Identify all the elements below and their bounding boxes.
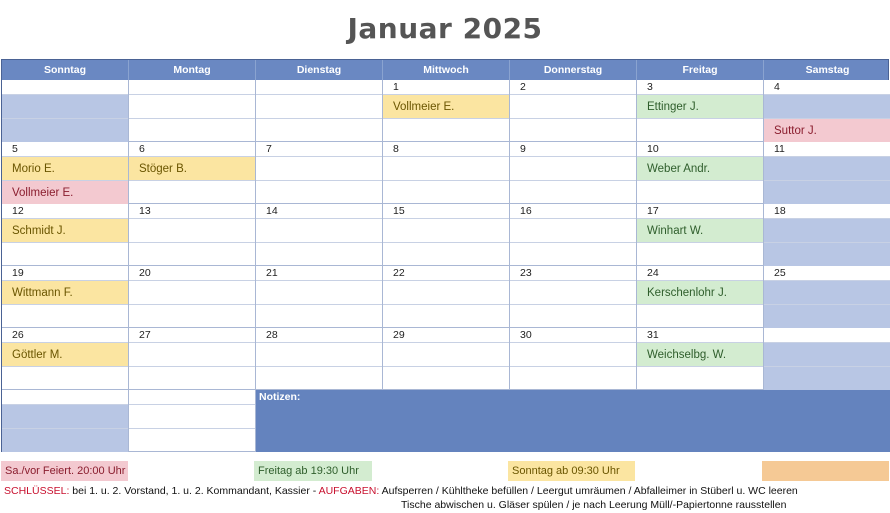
notes-area[interactable] bbox=[256, 390, 890, 452]
notes-label: Notizen: bbox=[259, 391, 301, 403]
calendar-day-cell[interactable] bbox=[256, 142, 383, 204]
legend-item-pink: Sa./vor Feiert. 20:00 Uhr bbox=[1, 461, 128, 481]
calendar-day-cell[interactable] bbox=[764, 142, 890, 204]
calendar-body bbox=[2, 80, 888, 452]
calendar-grid bbox=[1, 59, 889, 452]
weekday-header-7: Samstag bbox=[805, 64, 850, 76]
empty-slot[interactable] bbox=[256, 156, 382, 180]
empty-slot[interactable] bbox=[2, 242, 128, 266]
day-number bbox=[2, 80, 128, 94]
footer-line-2: Tische abwischen u. Gläser spülen / je nach Leerung Müll/-Papiertonne rausstellen bbox=[401, 499, 787, 511]
day-number: 25 bbox=[774, 267, 786, 279]
day-number: 1 bbox=[393, 81, 399, 93]
calendar-day-cell[interactable] bbox=[383, 204, 510, 266]
empty-slot[interactable] bbox=[2, 94, 128, 118]
empty-slot[interactable] bbox=[256, 118, 382, 142]
empty-slot[interactable] bbox=[2, 366, 128, 390]
empty-slot[interactable] bbox=[637, 304, 763, 328]
empty-slot[interactable] bbox=[383, 304, 509, 328]
calendar-day-cell[interactable] bbox=[129, 390, 256, 452]
legend-item-green: Freitag ab 19:30 Uhr bbox=[254, 461, 372, 481]
duty-entry[interactable]: Vollmeier E. bbox=[2, 180, 128, 204]
day-number: 13 bbox=[139, 205, 151, 217]
calendar-day-cell[interactable] bbox=[764, 328, 890, 390]
calendar-day-cell[interactable] bbox=[129, 266, 256, 328]
day-number: 10 bbox=[647, 143, 659, 155]
empty-slot[interactable] bbox=[256, 366, 382, 390]
calendar-day-cell[interactable] bbox=[383, 328, 510, 390]
calendar-day-cell[interactable] bbox=[637, 80, 764, 142]
calendar-day-cell[interactable] bbox=[256, 204, 383, 266]
empty-slot[interactable] bbox=[129, 280, 255, 304]
empty-slot[interactable] bbox=[256, 280, 382, 304]
calendar-day-cell[interactable] bbox=[2, 80, 129, 142]
day-number bbox=[2, 390, 128, 404]
day-number: 21 bbox=[266, 267, 278, 279]
day-number: 17 bbox=[647, 205, 659, 217]
day-number: 18 bbox=[774, 205, 786, 217]
calendar-day-cell[interactable] bbox=[764, 266, 890, 328]
empty-slot[interactable] bbox=[129, 218, 255, 242]
calendar-day-cell[interactable] bbox=[2, 142, 129, 204]
empty-slot[interactable] bbox=[256, 304, 382, 328]
empty-slot[interactable] bbox=[256, 94, 382, 118]
empty-slot[interactable] bbox=[129, 180, 255, 204]
day-number: 27 bbox=[139, 329, 151, 341]
day-number bbox=[129, 390, 255, 404]
day-number: 20 bbox=[139, 267, 151, 279]
empty-slot[interactable] bbox=[129, 118, 255, 142]
duty-entry[interactable]: Göttler M. bbox=[2, 342, 128, 366]
empty-slot[interactable] bbox=[510, 242, 636, 266]
empty-slot[interactable] bbox=[764, 304, 890, 328]
calendar-day-cell[interactable] bbox=[510, 266, 637, 328]
empty-slot[interactable] bbox=[510, 218, 636, 242]
key-label: SCHLÜSSEL: bbox=[4, 485, 70, 497]
calendar-day-cell[interactable] bbox=[2, 266, 129, 328]
day-number bbox=[256, 80, 382, 94]
calendar-day-cell[interactable] bbox=[637, 328, 764, 390]
calendar-day-cell[interactable] bbox=[383, 80, 510, 142]
calendar-day-cell[interactable] bbox=[129, 80, 256, 142]
key-text: bei 1. u. 2. Vorstand, 1. u. 2. Kommandant, Kassier - bbox=[69, 485, 319, 497]
empty-slot[interactable] bbox=[510, 180, 636, 204]
duty-entry[interactable]: Wittmann F. bbox=[2, 280, 128, 304]
day-number: 4 bbox=[774, 81, 780, 93]
day-number: 9 bbox=[520, 143, 526, 155]
legend-item-yellow: Sonntag ab 09:30 Uhr bbox=[508, 461, 635, 481]
empty-slot[interactable] bbox=[129, 428, 255, 452]
day-number: 6 bbox=[139, 143, 145, 155]
day-number: 5 bbox=[12, 143, 18, 155]
calendar-day-cell[interactable] bbox=[256, 80, 383, 142]
day-number: 26 bbox=[12, 329, 24, 341]
day-number: 8 bbox=[393, 143, 399, 155]
day-number: 28 bbox=[266, 329, 278, 341]
day-number: 22 bbox=[393, 267, 405, 279]
weekday-header-5: Donnerstag bbox=[510, 60, 637, 80]
empty-slot[interactable] bbox=[129, 404, 255, 428]
duty-entry[interactable]: Weber Andr. bbox=[637, 156, 763, 180]
day-number bbox=[129, 80, 255, 94]
calendar-day-cell[interactable] bbox=[510, 204, 637, 266]
calendar-day-cell[interactable] bbox=[129, 142, 256, 204]
calendar-day-cell[interactable] bbox=[256, 328, 383, 390]
empty-slot[interactable] bbox=[764, 218, 890, 242]
empty-slot[interactable] bbox=[129, 342, 255, 366]
calendar-day-cell[interactable] bbox=[2, 204, 129, 266]
calendar-day-cell[interactable] bbox=[637, 204, 764, 266]
empty-slot[interactable] bbox=[764, 242, 890, 266]
day-number: 23 bbox=[520, 267, 532, 279]
day-number: 15 bbox=[393, 205, 405, 217]
duty-entry[interactable]: Suttor J. bbox=[764, 118, 890, 142]
duty-entry[interactable]: Ettinger J. bbox=[637, 94, 763, 118]
tasks-text: Aufsperren / Kühltheke befüllen / Leergut umräumen / Abfalleimer in Stüberl u. WC leeren bbox=[379, 485, 798, 497]
day-number: 30 bbox=[520, 329, 532, 341]
empty-slot[interactable] bbox=[2, 118, 128, 142]
empty-slot[interactable] bbox=[129, 242, 255, 266]
page-title: Januar 2025 bbox=[347, 12, 543, 45]
calendar-day-cell[interactable] bbox=[637, 266, 764, 328]
calendar-day-cell[interactable] bbox=[256, 266, 383, 328]
calendar-day-cell[interactable] bbox=[510, 80, 637, 142]
empty-slot[interactable] bbox=[764, 280, 890, 304]
empty-slot[interactable] bbox=[637, 180, 763, 204]
empty-slot[interactable] bbox=[764, 342, 890, 366]
empty-slot[interactable] bbox=[383, 118, 509, 142]
empty-slot[interactable] bbox=[764, 180, 890, 204]
empty-slot[interactable] bbox=[510, 156, 636, 180]
empty-slot[interactable] bbox=[764, 94, 890, 118]
empty-slot[interactable] bbox=[129, 94, 255, 118]
duty-entry[interactable]: Weichselbg. W. bbox=[637, 342, 763, 366]
empty-slot[interactable] bbox=[129, 366, 255, 390]
empty-slot[interactable] bbox=[2, 304, 128, 328]
empty-slot[interactable] bbox=[510, 342, 636, 366]
empty-slot[interactable] bbox=[764, 366, 890, 390]
day-number: 16 bbox=[520, 205, 532, 217]
empty-slot[interactable] bbox=[383, 280, 509, 304]
empty-slot[interactable] bbox=[510, 280, 636, 304]
duty-entry[interactable]: Kerschenlohr J. bbox=[637, 280, 763, 304]
day-number bbox=[764, 328, 890, 342]
calendar-day-cell[interactable] bbox=[2, 328, 129, 390]
empty-slot[interactable] bbox=[2, 428, 128, 452]
empty-slot[interactable] bbox=[510, 304, 636, 328]
duty-entry[interactable]: Stöger B. bbox=[129, 156, 255, 180]
day-number: 11 bbox=[774, 143, 785, 155]
duty-entry[interactable]: Winhart W. bbox=[637, 218, 763, 242]
empty-slot[interactable] bbox=[256, 218, 382, 242]
calendar-day-cell[interactable] bbox=[383, 142, 510, 204]
calendar-day-cell[interactable] bbox=[129, 204, 256, 266]
calendar-day-cell[interactable] bbox=[764, 80, 890, 142]
calendar-day-cell[interactable] bbox=[510, 142, 637, 204]
empty-slot[interactable] bbox=[383, 366, 509, 390]
duty-entry[interactable]: Vollmeier E. bbox=[383, 94, 509, 118]
empty-slot[interactable] bbox=[383, 242, 509, 266]
empty-slot[interactable] bbox=[510, 94, 636, 118]
weekday-header-row bbox=[2, 60, 888, 80]
day-number: 2 bbox=[520, 81, 526, 93]
weekday-header-3: Dienstag bbox=[256, 60, 383, 80]
empty-slot[interactable] bbox=[637, 118, 763, 142]
calendar-day-cell[interactable] bbox=[129, 328, 256, 390]
calendar-day-cell[interactable] bbox=[510, 328, 637, 390]
duty-entry[interactable]: Morio E. bbox=[2, 156, 128, 180]
empty-slot[interactable] bbox=[256, 242, 382, 266]
empty-slot[interactable] bbox=[383, 180, 509, 204]
day-number: 7 bbox=[266, 143, 272, 155]
empty-slot[interactable] bbox=[637, 366, 763, 390]
legend-item-orange bbox=[762, 461, 889, 481]
calendar-day-cell[interactable] bbox=[2, 390, 129, 452]
day-number: 14 bbox=[266, 205, 278, 217]
calendar-day-cell[interactable] bbox=[764, 204, 890, 266]
empty-slot[interactable] bbox=[383, 156, 509, 180]
weekday-header-4: Mittwoch bbox=[383, 60, 510, 80]
day-number: 31 bbox=[647, 329, 659, 341]
empty-slot[interactable] bbox=[129, 304, 255, 328]
empty-slot[interactable] bbox=[764, 156, 890, 180]
empty-slot[interactable] bbox=[256, 180, 382, 204]
weekday-header-6: Freitag bbox=[637, 60, 764, 80]
day-number: 24 bbox=[647, 267, 659, 279]
footer-line-1 bbox=[4, 485, 798, 497]
empty-slot[interactable] bbox=[256, 342, 382, 366]
empty-slot[interactable] bbox=[510, 366, 636, 390]
day-number: 29 bbox=[393, 329, 405, 341]
weekday-header-2: Montag bbox=[129, 60, 256, 80]
tasks-label: AUFGABEN: bbox=[318, 485, 380, 497]
empty-slot[interactable] bbox=[2, 404, 128, 428]
day-number: 12 bbox=[12, 205, 24, 217]
day-number: 3 bbox=[647, 81, 653, 93]
empty-slot[interactable] bbox=[383, 342, 509, 366]
empty-slot[interactable] bbox=[510, 118, 636, 142]
weekday-header-1: Sonntag bbox=[2, 60, 129, 80]
calendar-day-cell[interactable] bbox=[637, 142, 764, 204]
empty-slot[interactable] bbox=[383, 218, 509, 242]
calendar-day-cell[interactable] bbox=[383, 266, 510, 328]
empty-slot[interactable] bbox=[637, 242, 763, 266]
day-number: 19 bbox=[12, 267, 24, 279]
duty-entry[interactable]: Schmidt J. bbox=[2, 218, 128, 242]
